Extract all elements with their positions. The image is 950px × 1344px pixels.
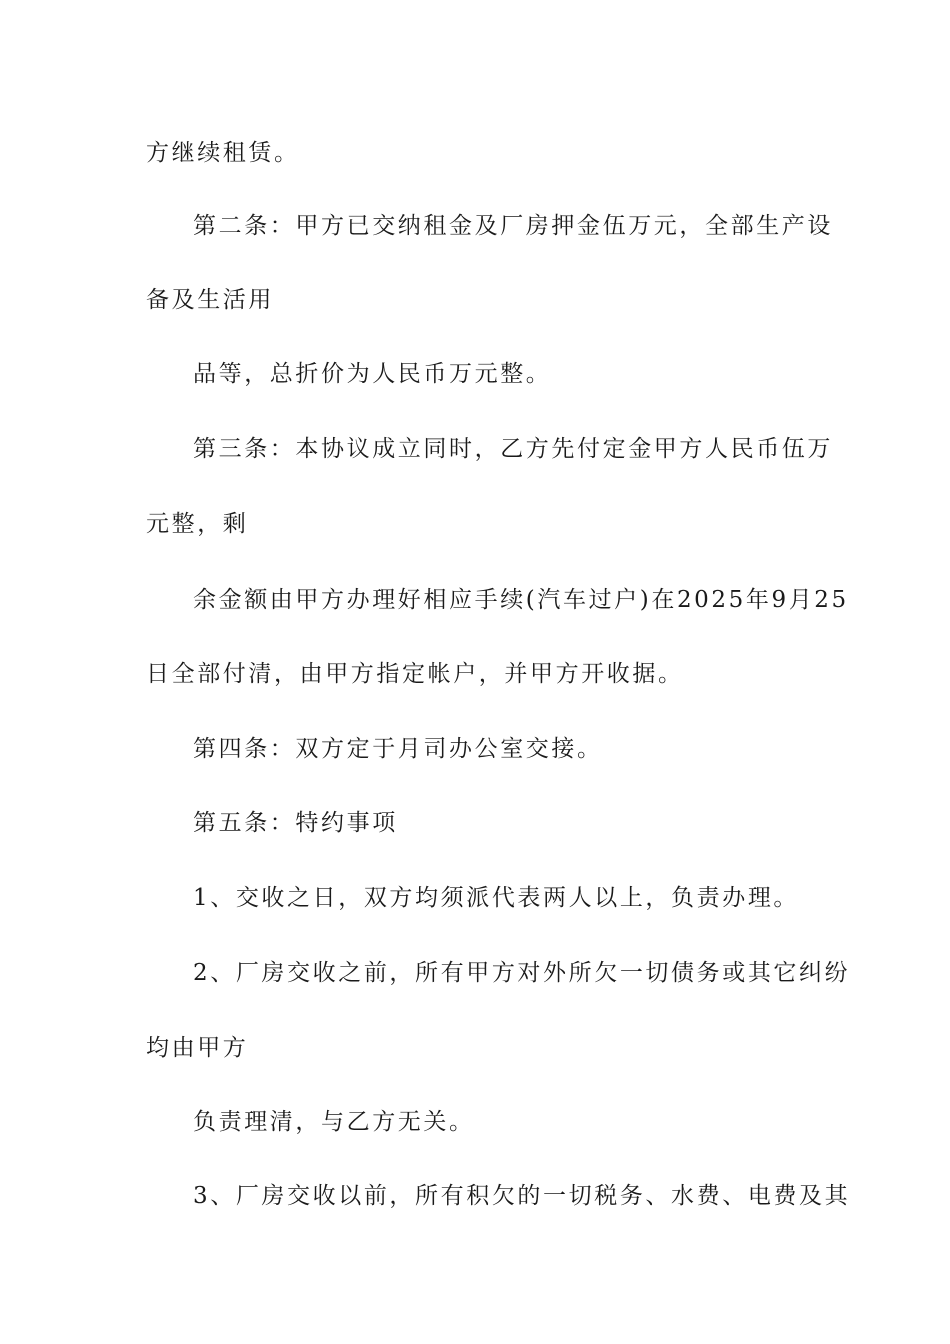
text-line-12: 2、厂房交收之前，所有甲方对外所欠一切债务或其它纠纷	[193, 960, 851, 986]
text-line-14: 负责理清，与乙方无关。	[193, 1109, 475, 1135]
text-line-15: 3、厂房交收以前，所有积欠的一切税务、水费、电费及其	[193, 1183, 851, 1209]
text-line-1: 方继续租赁。	[146, 140, 300, 166]
text-line-5: 第三条：本协议成立同时，乙方先付定金甲方人民币伍万	[193, 436, 833, 462]
text-line-8: 日全部付清，由甲方指定帐户，并甲方开收据。	[146, 661, 684, 687]
text-line-11: 1、交收之日，双方均须派代表两人以上，负责办理。	[193, 885, 800, 911]
text-line-4: 品等，总折价为人民币万元整。	[193, 361, 552, 387]
text-line-6: 元整，剩	[146, 511, 249, 537]
text-line-3: 备及生活用	[146, 287, 274, 313]
text-line-2: 第二条：甲方已交纳租金及厂房押金伍万元，全部生产设	[193, 213, 833, 239]
text-line-7: 余金额由甲方办理好相应手续(汽车过户)在2025年9月25	[193, 587, 849, 613]
text-line-9: 第四条：双方定于月司办公室交接。	[193, 736, 603, 762]
text-line-10: 第五条：特约事项	[193, 810, 398, 836]
text-line-13: 均由甲方	[146, 1035, 249, 1061]
